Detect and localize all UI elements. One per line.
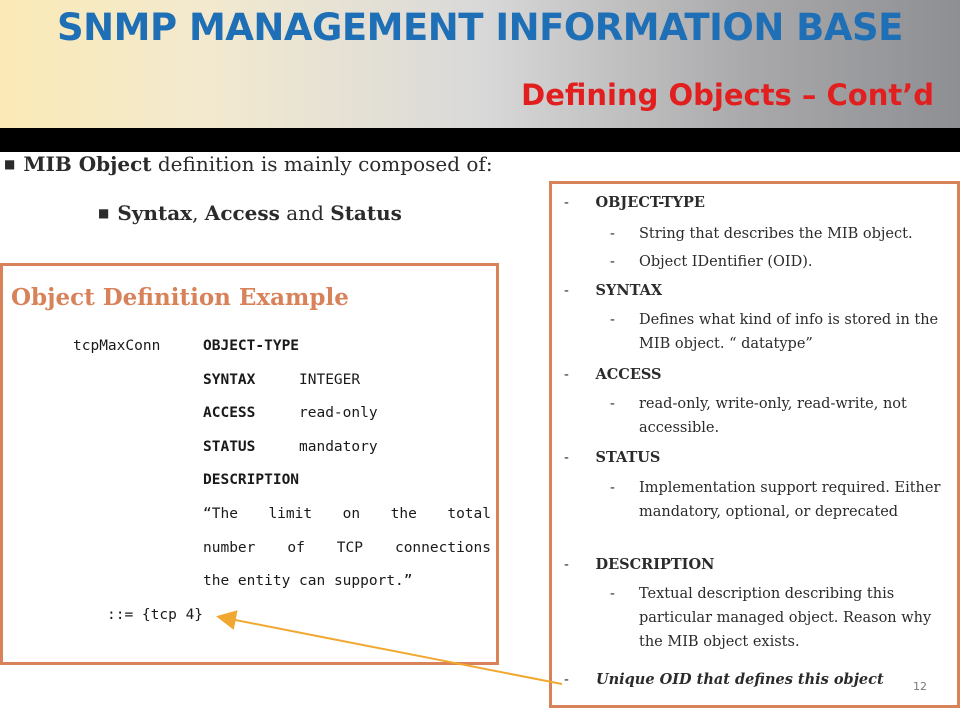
slide-subtitle: Defining Objects – Cont’d xyxy=(521,78,934,112)
dash-marker: - xyxy=(564,450,569,466)
code-object-type: OBJECT-TYPE xyxy=(203,338,300,354)
unique-oid-text: Unique OID that defines this object xyxy=(595,671,884,688)
sub-text: Implementation support required. Either mandatory, optional, or deprecated xyxy=(639,480,941,520)
sub-text: Object IDentifier (OID). xyxy=(639,254,813,270)
bullet-syntax: Syntax xyxy=(117,201,193,225)
sub-text: Defines what kind of info is stored in the MIB object. “ datatype” xyxy=(639,312,939,352)
sub-text: String that describes the MIB object. xyxy=(639,226,913,242)
sub-item xyxy=(610,582,955,654)
bullet-access: Access xyxy=(204,201,280,225)
field-head: DESCRIPTION xyxy=(595,556,715,573)
field-object-type xyxy=(564,194,705,211)
bullet-sep: and xyxy=(279,201,331,225)
field-head: ACCESS xyxy=(595,366,662,383)
code-access-key: ACCESS xyxy=(203,405,256,421)
sub-item xyxy=(610,250,955,274)
square-bullet-icon: ■ xyxy=(4,157,16,171)
dash-marker: - xyxy=(610,226,615,242)
dash-marker: - xyxy=(564,283,569,299)
sub-item xyxy=(610,476,955,548)
sub-item xyxy=(610,392,955,440)
code-desc-line-2: number of TCP connections xyxy=(203,540,491,556)
code-status-value: mandatory xyxy=(299,439,378,455)
bullet-sep: , xyxy=(192,201,205,225)
bullet-mib-object xyxy=(4,152,493,176)
square-bullet-icon: ■ xyxy=(98,206,110,220)
bullet-syntax-access-status xyxy=(98,201,402,225)
field-access xyxy=(564,366,662,383)
code-description-key: DESCRIPTION xyxy=(203,472,300,488)
dash-marker: - xyxy=(610,254,615,270)
unique-oid-note xyxy=(564,671,884,688)
field-syntax xyxy=(564,282,662,299)
slide-title: SNMP MANAGEMENT INFORMATION BASE xyxy=(57,6,903,49)
field-status xyxy=(564,449,660,466)
field-description xyxy=(564,556,714,573)
dash-marker: - xyxy=(610,396,615,412)
sub-item xyxy=(610,222,955,246)
dash-marker: - xyxy=(564,557,569,573)
bullet-bold-text: MIB Object xyxy=(23,152,152,176)
code-desc-line-1: “The limit on the total xyxy=(203,506,491,522)
dash-marker: - xyxy=(564,672,569,688)
example-title: Object Definition Example xyxy=(11,284,349,311)
dash-marker: - xyxy=(610,586,615,602)
object-definition-example-box xyxy=(0,263,499,665)
field-head: STATUS xyxy=(595,449,661,466)
sub-text: Textual description describing this particular managed object. Reason why the MIB object exists. xyxy=(639,586,932,650)
page-number: 12 xyxy=(913,680,927,693)
code-access-value: read-only xyxy=(299,405,378,421)
slide-header xyxy=(0,0,960,128)
code-desc-line-3: the entity can support.” xyxy=(203,573,413,589)
mib-fields-panel xyxy=(549,181,960,708)
dash-marker: - xyxy=(610,312,615,328)
bullet-status: Status xyxy=(330,201,402,225)
code-object-name: tcpMaxConn xyxy=(73,338,161,354)
field-head: SYNTAX xyxy=(595,282,663,299)
code-status-key: STATUS xyxy=(203,439,256,455)
dash-marker: - xyxy=(564,195,569,211)
bullet-text: definition is mainly composed of: xyxy=(151,152,493,176)
header-divider-bar xyxy=(0,128,960,152)
dash-marker: - xyxy=(610,480,615,496)
dash-marker: - xyxy=(564,367,569,383)
sub-text: read-only, write-only, read-write, not accessible. xyxy=(639,396,907,436)
code-oid: ::= {tcp 4} xyxy=(107,607,204,623)
code-syntax-key: SYNTAX xyxy=(203,372,256,388)
sub-item xyxy=(610,308,955,356)
field-head: OBJECT-TYPE xyxy=(595,194,705,211)
code-syntax-value: INTEGER xyxy=(299,372,361,388)
